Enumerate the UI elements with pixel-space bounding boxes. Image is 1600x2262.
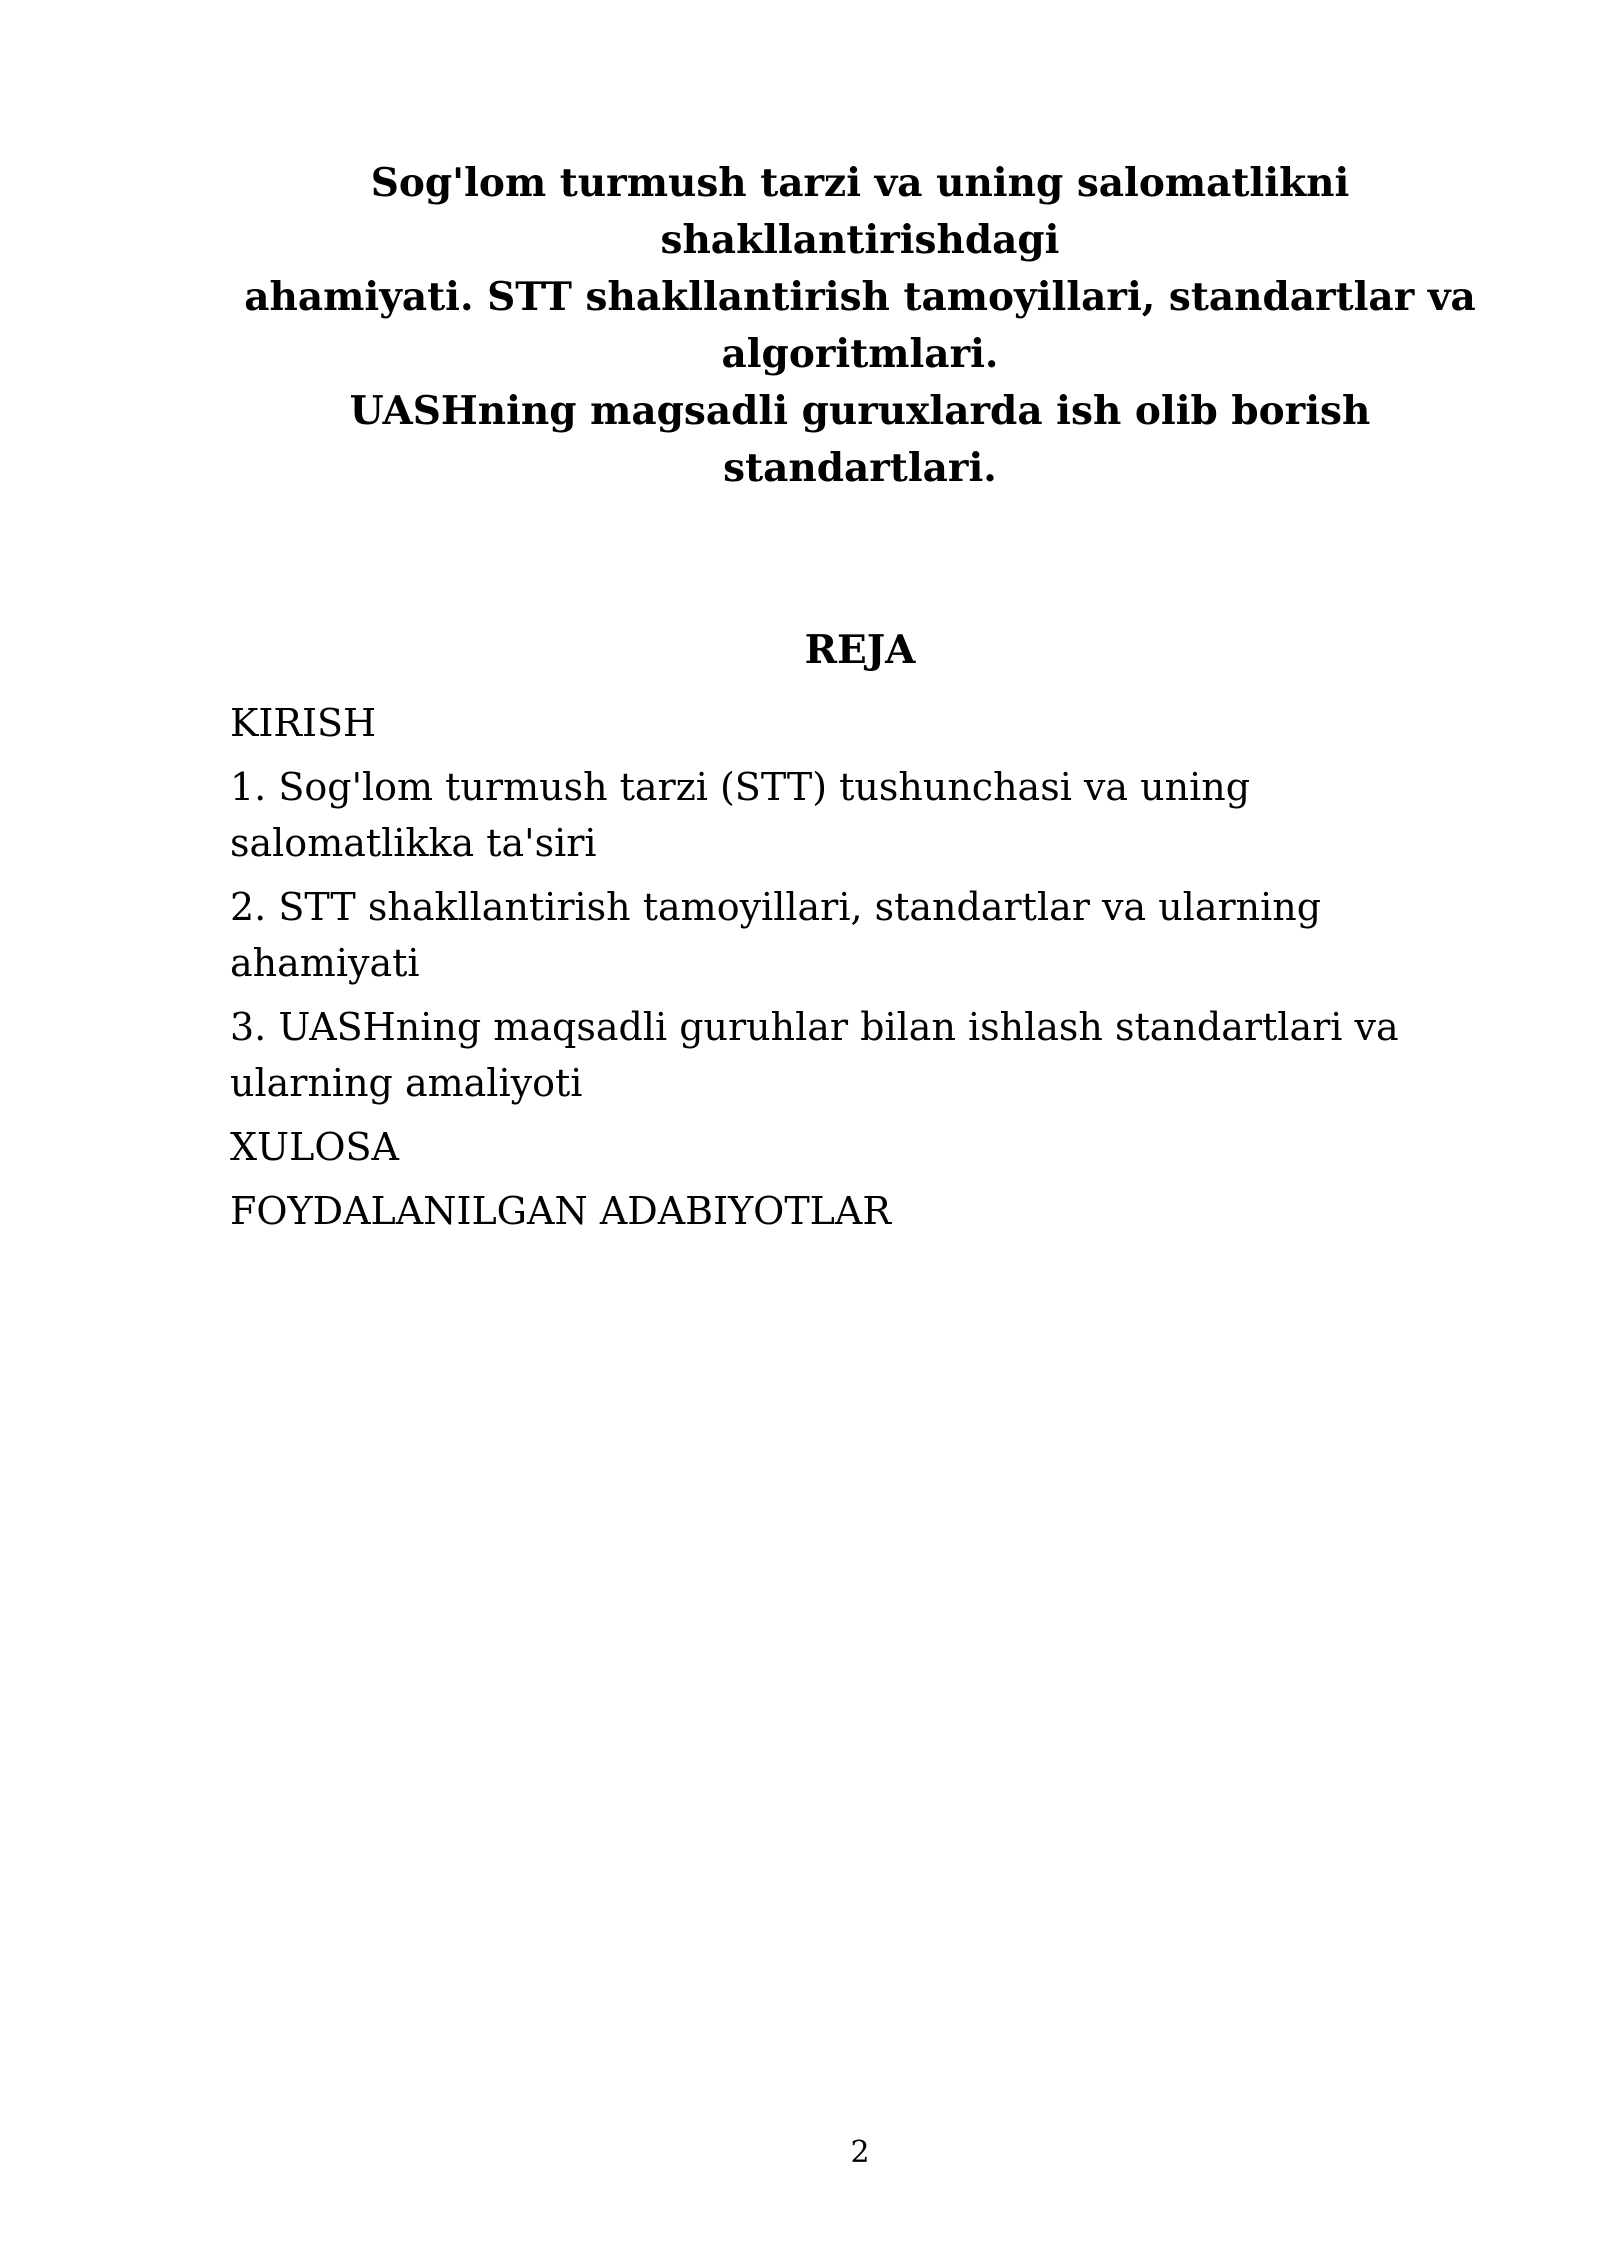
plan-heading: REJA — [804, 627, 916, 673]
title-line: UASHning magsadli guruxlarda ish olib borish — [349, 388, 1371, 434]
toc-line: 2. STT shakllantirish tamoyillari, standartlar va ularning — [230, 885, 1322, 929]
toc-item-references — [230, 1183, 1430, 1239]
title-line: Sog'lom turmush tarzi va uning salomatlikni — [370, 160, 1350, 206]
toc-item-introduction — [230, 695, 1430, 751]
page-number: 2 — [850, 2135, 870, 2170]
title-line: standartlari. — [723, 445, 997, 491]
toc-item-conclusion — [230, 1119, 1430, 1175]
toc-line: 3. UASHning maqsadli guruhlar bilan ishlash standartlari va — [230, 1005, 1399, 1049]
title-line: algoritmlari. — [721, 331, 999, 377]
title-line: ahamiyati. STT shakllantirish tamoyillari, standartlar va — [244, 274, 1476, 320]
toc-line: KIRISH — [230, 701, 377, 745]
toc-item-section-3 — [230, 999, 1430, 1111]
toc-line: XULOSA — [230, 1125, 399, 1169]
toc-line: salomatlikka ta'siri — [230, 821, 597, 865]
toc-line: FOYDALANILGAN ADABIYOTLAR — [230, 1189, 891, 1233]
toc-line: 1. Sog'lom turmush tarzi (STT) tushunchasi va uning — [230, 765, 1251, 809]
document-title — [200, 155, 1520, 497]
table-of-contents — [230, 695, 1430, 1247]
toc-item-section-2 — [230, 879, 1430, 991]
toc-line: ularning amaliyoti — [230, 1061, 583, 1105]
title-line: shakllantirishdagi — [660, 217, 1060, 263]
toc-line: ahamiyati — [230, 941, 420, 985]
toc-item-section-1 — [230, 759, 1430, 871]
